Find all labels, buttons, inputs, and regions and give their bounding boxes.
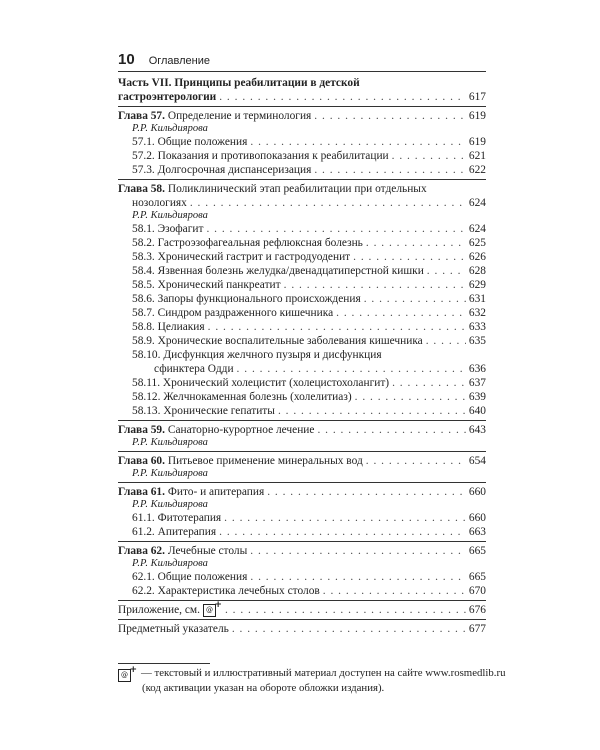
dot-leader: [225, 603, 466, 617]
page-ref: 639: [468, 391, 486, 403]
chapter-title: [118, 485, 264, 499]
chapter-author: Р.Р. Кильдиярова: [132, 499, 208, 510]
page-ref: 633: [468, 321, 486, 333]
page-ref: 631: [468, 293, 486, 305]
page-ref: 660: [468, 512, 486, 524]
dot-leader: [364, 292, 466, 306]
dot-leader: [427, 264, 466, 278]
dot-leader: [336, 306, 466, 320]
chapter-author: Р.Р. Кильдиярова: [132, 210, 208, 221]
chapter-name: Питьевое применение минеральных вод: [167, 455, 363, 467]
page-ref: 619: [468, 110, 486, 122]
page-ref: 619: [468, 136, 486, 148]
dot-leader: [208, 320, 466, 334]
dot-leader: [237, 362, 466, 376]
item-title: 62.2. Характеристика лечебных столов: [132, 585, 320, 597]
dot-leader: [355, 390, 466, 404]
page-ref: 663: [468, 526, 486, 538]
chapter-label: Глава 59.: [118, 424, 165, 436]
page-ref: 654: [468, 455, 486, 467]
item-title: 58.7. Синдром раздраженного кишечника: [132, 307, 334, 319]
toc-chapter-61[interactable]: [118, 485, 486, 499]
page-ref: 628: [468, 265, 486, 277]
item-title: 58.10. Дисфункция желчного пузыря и дисфункция: [132, 349, 382, 361]
item-title: 57.2. Показания и противопоказания к реабилитации: [132, 150, 389, 162]
page-ref: 677: [468, 623, 486, 635]
dot-leader: [206, 222, 465, 236]
item-title: 58.9. Хронические воспалительные заболевания кишечника: [132, 335, 423, 347]
table-of-contents: [118, 76, 486, 636]
item-title: 58.4. Язвенная болезнь желудка/двенадцатиперстной кишки: [132, 265, 424, 277]
dot-leader: [250, 544, 466, 558]
divider: [118, 619, 486, 620]
item-title: 58.2. Гастроэзофагеальная рефлюксная болезнь: [132, 237, 363, 249]
chapter-label: Глава 58.: [118, 183, 165, 195]
toc-chapter-60[interactable]: [118, 454, 486, 468]
dot-leader: [190, 196, 466, 210]
footnote: [118, 667, 518, 695]
divider: [118, 541, 486, 542]
dot-leader: [392, 376, 466, 390]
chapter-name: Определение и терминология: [167, 110, 312, 122]
chapter-name: Поликлинический этап реабилитации при отдельных: [167, 183, 427, 195]
item-title: 58.1. Эзофагит: [132, 223, 204, 235]
page-ref: 660: [468, 486, 486, 498]
toc-index[interactable]: [118, 622, 486, 636]
running-title: Оглавление: [148, 55, 211, 67]
chapter-label: Глава 60.: [118, 455, 165, 467]
chapter-label: Глава 57.: [118, 110, 165, 122]
page-ref: 624: [468, 197, 486, 209]
chapter-author: Р.Р. Кильдиярова: [132, 123, 208, 134]
chapter-title: [118, 544, 247, 558]
chapter-title: [118, 454, 363, 468]
toc-item[interactable]: [118, 376, 486, 390]
footnote-rule: [118, 663, 210, 664]
footnote-line2: (код активации указан на обороте обложки издания).: [142, 682, 385, 694]
toc-chapter-58-line2[interactable]: [118, 196, 486, 210]
item-title: 58.8. Целиакия: [132, 321, 205, 333]
dot-leader: [267, 485, 466, 499]
chapter-title: [118, 423, 314, 437]
page-ref: 632: [468, 307, 486, 319]
toc-item[interactable]: [118, 306, 486, 320]
chapter-name: Фито- и апитерапия: [167, 486, 265, 498]
index-title: Предметный указатель: [118, 623, 229, 635]
chapter-title: [118, 182, 427, 196]
toc-chapter-59[interactable]: [118, 423, 486, 437]
item-title: 57.3. Долгосрочная диспансеризация: [132, 164, 312, 176]
item-title: 57.1. Общие положения: [132, 136, 248, 148]
chapter-label: Глава 62.: [118, 545, 165, 557]
page-ref: 625: [468, 237, 486, 249]
chapter-label: Глава 61.: [118, 486, 165, 498]
item-title: 62.1. Общие положения: [132, 571, 248, 583]
dot-leader: [314, 109, 466, 123]
page-number: 10: [118, 51, 135, 68]
divider: [118, 600, 486, 601]
toc-item[interactable]: [118, 390, 486, 404]
toc-chapter-58-line1[interactable]: [118, 182, 486, 196]
item-title: 61.1. Фитотерапия: [132, 512, 222, 524]
item-title: 58.11. Хронический холецистит (холецистохолангит): [132, 377, 390, 389]
page-ref: 643: [468, 424, 486, 436]
toc-chapter-57[interactable]: [118, 109, 486, 123]
page-ref: 665: [468, 545, 486, 557]
toc-part-line2[interactable]: [118, 90, 486, 104]
page-ref: 676: [468, 604, 486, 616]
chapter-author: Р.Р. Кильдиярова: [132, 468, 208, 479]
appendix-title: Приложение, см.: [118, 604, 200, 616]
dot-leader: [426, 334, 466, 348]
footnote-text: — текстовый и иллюстративный материал доступен на сайте www.rosmedlib.ru: [141, 667, 506, 679]
toc-item[interactable]: [118, 250, 486, 264]
dot-leader: [366, 454, 466, 468]
dot-leader: [232, 622, 466, 636]
dot-leader: [250, 570, 466, 584]
item-title: 58.3. Хронический гастрит и гастродуоденит: [132, 251, 351, 263]
toc-item-line1[interactable]: [118, 348, 486, 362]
online-material-icon: @ +: [203, 604, 216, 617]
item-title: 58.5. Хронический панкреатит: [132, 279, 281, 291]
toc-item[interactable]: [118, 236, 486, 250]
divider: [118, 451, 486, 452]
dot-leader: [278, 404, 466, 418]
part-title: Часть VII. Принципы реабилитации в детской: [118, 77, 360, 89]
toc-part-line1[interactable]: [118, 76, 486, 90]
toc-appendix[interactable]: [118, 603, 486, 617]
page-ref: 640: [468, 405, 486, 417]
toc-item[interactable]: [118, 570, 486, 584]
chapter-author: Р.Р. Кильдиярова: [132, 437, 208, 448]
toc-item[interactable]: [118, 584, 486, 598]
page-ref: 626: [468, 251, 486, 263]
toc-item[interactable]: [118, 511, 486, 525]
toc-item[interactable]: [118, 292, 486, 306]
dot-leader: [317, 423, 465, 437]
dot-leader: [219, 525, 466, 539]
toc-item[interactable]: [118, 320, 486, 334]
toc-item[interactable]: [118, 163, 486, 177]
item-title: 58.6. Запоры функционального происхождения: [132, 293, 361, 305]
page-ref: 636: [468, 363, 486, 375]
page-ref: 624: [468, 223, 486, 235]
chapter-name: Лечебные столы: [167, 545, 248, 557]
item-title: 58.12. Желчнокаменная болезнь (холелитиаз): [132, 391, 352, 403]
toc-item[interactable]: [118, 404, 486, 418]
chapter-name: Санаторно-курортное лечение: [167, 424, 315, 436]
page-ref: 629: [468, 279, 486, 291]
page-ref: 665: [468, 571, 486, 583]
toc-item[interactable]: [118, 135, 486, 149]
divider: [118, 179, 486, 180]
page-ref: 637: [468, 377, 486, 389]
dot-leader: [250, 135, 466, 149]
header-rule: [118, 71, 486, 72]
running-header: [118, 51, 210, 71]
item-title: 58.13. Хронические гепатиты: [132, 405, 275, 417]
divider: [118, 420, 486, 421]
chapter-name-cont: нозологиях: [132, 197, 187, 209]
toc-item[interactable]: [118, 525, 486, 539]
toc-item[interactable]: [118, 264, 486, 278]
toc-item-line2[interactable]: [118, 362, 486, 376]
dot-leader: [219, 90, 466, 104]
dot-leader: [323, 584, 466, 598]
toc-chapter-62[interactable]: [118, 544, 486, 558]
dot-leader: [224, 511, 466, 525]
dot-leader: [314, 163, 466, 177]
page-ref: 617: [468, 91, 486, 103]
page-ref: 635: [468, 335, 486, 347]
footnote-line1: [118, 667, 518, 682]
item-title: 61.2. Апитерапия: [132, 526, 217, 538]
page-ref: 670: [468, 585, 486, 597]
divider: [118, 482, 486, 483]
dot-leader: [353, 250, 466, 264]
dot-leader: [366, 236, 466, 250]
chapter-title: [118, 109, 311, 123]
item-title-cont: сфинктера Одди: [154, 363, 234, 375]
online-material-icon: @ +: [118, 669, 131, 682]
toc-item[interactable]: [118, 149, 486, 163]
toc-item[interactable]: [118, 222, 486, 236]
chapter-author: Р.Р. Кильдиярова: [132, 558, 208, 569]
toc-item[interactable]: [118, 278, 486, 292]
dot-leader: [392, 149, 466, 163]
divider: [118, 106, 486, 107]
page-ref: 622: [468, 164, 486, 176]
dot-leader: [284, 278, 466, 292]
part-title-cont: гастроэнтерологии: [118, 91, 217, 103]
page-ref: 621: [468, 150, 486, 162]
toc-item[interactable]: [118, 334, 486, 348]
